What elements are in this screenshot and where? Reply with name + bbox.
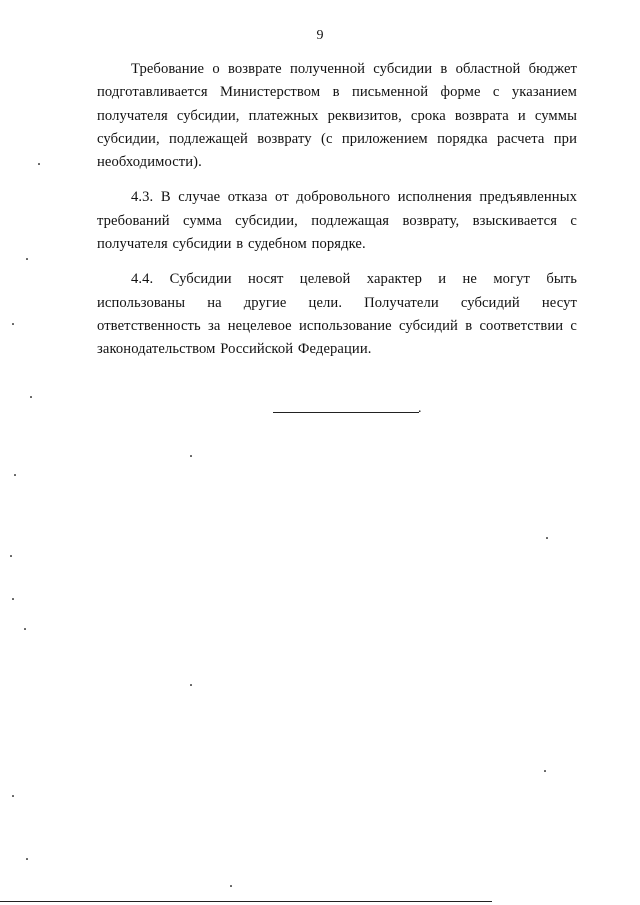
paragraph-4-4: 4.4. Субсидии носят целевой характер и не могут быть использованы на другие цели. Получатели субсидий несут ответственность за нецелевое использование субсидий в соответствии с законодательством Российской Федерации. xyxy=(97,271,577,358)
scan-speck xyxy=(12,598,14,600)
scan-speck xyxy=(12,323,14,325)
scan-speck xyxy=(10,555,12,557)
scan-speck xyxy=(546,537,548,539)
scan-speck xyxy=(190,684,192,686)
scan-speck xyxy=(12,795,14,797)
scan-edge-line xyxy=(0,901,492,902)
scan-speck xyxy=(26,258,28,260)
scan-speck xyxy=(26,858,28,860)
scan-speck xyxy=(24,628,26,630)
scan-speck xyxy=(230,885,232,887)
end-of-document-dot: . xyxy=(418,401,422,416)
page-number: 9 xyxy=(316,28,324,43)
scan-speck xyxy=(14,474,16,476)
document-body xyxy=(97,58,577,362)
scan-speck xyxy=(30,396,32,398)
paragraph-refund-request: Требование о возврате полученной субсидии в областной бюджет подготавливается Министерством в письменной форме с указанием получателя субсидии, платежных реквизитов, срока возврата и суммы субсидии, подлежащей возврату (с приложением порядка расчета при необходимости). xyxy=(97,61,577,171)
paragraph-4-3: 4.3. В случае отказа от добровольного исполнения предъявленных требований сумма субсидии, подлежащая возврату, взыскивается с получателя субсидии в судебном порядке. xyxy=(97,189,577,253)
scan-speck xyxy=(38,163,40,165)
scan-speck xyxy=(544,770,546,772)
end-of-document-rule xyxy=(273,412,419,413)
scan-speck xyxy=(190,455,192,457)
